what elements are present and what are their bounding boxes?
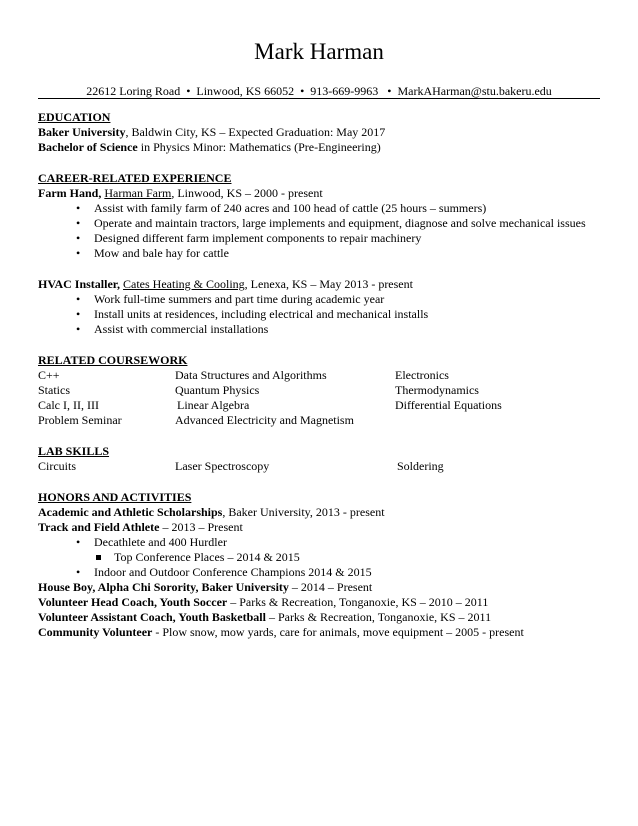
- resume-content: [38, 110, 600, 656]
- honor-details: , Baker University, 2013 - present: [222, 505, 385, 519]
- honor-title: Academic and Athletic Scholarships: [38, 505, 223, 519]
- education-heading: EDUCATION: [38, 110, 111, 124]
- honor-community-volunteer: [38, 625, 600, 640]
- lab-skills-heading: LAB SKILLS: [38, 444, 110, 458]
- track-bullets: [38, 535, 600, 580]
- job-employer: Cates Heating & Cooling: [123, 277, 245, 291]
- honor-details: – 2013 – Present: [159, 520, 243, 534]
- job-bullet: • Designed different farm implement components to repair machinery: [38, 231, 600, 246]
- honor-title: House Boy, Alpha Chi Sorority, Baker University: [38, 580, 289, 594]
- honor-title: Volunteer Head Coach, Youth Soccer: [38, 595, 228, 609]
- job-bullet: • Assist with commercial installations: [38, 322, 600, 337]
- lab-skill: Soldering: [397, 459, 444, 473]
- honor-soccer-coach: [38, 595, 600, 610]
- honor-details: – Parks & Recreation, Tonganoxie, KS – 2010 – 2011: [227, 595, 489, 609]
- honor-title: Track and Field Athlete: [38, 520, 160, 534]
- lab-skill: Laser Spectroscopy: [175, 459, 270, 473]
- education-degree-line: [38, 140, 600, 155]
- school-details: , Baldwin City, KS – Expected Graduation: May 2017: [125, 125, 386, 139]
- honor-details: - Plow snow, mow yards, care for animals, move equipment – 2005 - present: [152, 625, 524, 639]
- job-farm-hand: [38, 186, 600, 261]
- honor-title: Community Volunteer: [38, 625, 153, 639]
- honors-heading: HONORS AND ACTIVITIES: [38, 490, 192, 504]
- header-rule: [38, 98, 600, 99]
- job-details: , Linwood, KS – 2000 - present: [171, 186, 323, 200]
- job-bullet: • Mow and bale hay for cattle: [38, 246, 600, 261]
- job-bullets: [38, 201, 600, 261]
- job-bullet: • Work full-time summers and part time during academic year: [38, 292, 600, 307]
- career-heading: CAREER-RELATED EXPERIENCE: [38, 171, 232, 185]
- honor-title: Volunteer Assistant Coach, Youth Basketball: [38, 610, 266, 624]
- job-header: [38, 186, 600, 201]
- course-item: Linear Algebra: [177, 398, 250, 412]
- education-section: [38, 110, 600, 155]
- course-item: Thermodynamics: [395, 383, 479, 397]
- career-section: [38, 171, 600, 337]
- course-item: Advanced Electricity and Magnetism: [175, 413, 354, 427]
- candidate-name: Mark Harman: [254, 39, 384, 64]
- course-item: Differential Equations: [395, 398, 502, 412]
- school-name: Baker University: [38, 125, 126, 139]
- honor-track: [38, 520, 600, 535]
- honors-section: [38, 490, 600, 640]
- job-hvac-installer: [38, 277, 600, 337]
- course-item: Statics: [38, 383, 70, 397]
- track-sub-bullet: Top Conference Places – 2014 & 2015: [38, 550, 600, 565]
- lab-skills-grid: [38, 459, 600, 474]
- track-bullet: • Decathlete and 400 Hurdler: [38, 535, 600, 550]
- course-item: Problem Seminar: [38, 413, 122, 427]
- job-bullet: • Operate and maintain tractors, large implements and equipment, diagnose and solve mechanical issues: [38, 216, 600, 231]
- degree-name: Bachelor of Science: [38, 140, 138, 154]
- lab-skills-section: [38, 444, 600, 474]
- coursework-heading: RELATED COURSEWORK: [38, 353, 188, 367]
- course-item: C++: [38, 368, 60, 382]
- contact-line: 22612 Loring Road • Linwood, KS 66052 • 913-669-9963 • MarkAHarman@stu.bakeru.edu: [86, 84, 552, 98]
- course-item: Quantum Physics: [175, 383, 260, 397]
- coursework-grid: [38, 368, 600, 428]
- coursework-section: [38, 353, 600, 428]
- education-school-line: [38, 125, 600, 140]
- job-role: Farm Hand,: [38, 186, 102, 200]
- track-bullet: • Indoor and Outdoor Conference Champions 2014 & 2015: [38, 565, 600, 580]
- course-item: Calc I, II, III: [38, 398, 99, 412]
- honor-house-boy: [38, 580, 600, 595]
- honor-details: – Parks & Recreation, Tonganoxie, KS – 2011: [265, 610, 492, 624]
- job-bullets: [38, 292, 600, 337]
- job-role: HVAC Installer,: [38, 277, 121, 291]
- job-details: , Lenexa, KS – May 2013 - present: [244, 277, 413, 291]
- honor-details: – 2014 – Present: [288, 580, 373, 594]
- job-employer: Harman Farm: [104, 186, 172, 200]
- job-bullet: • Install units at residences, including electrical and mechanical installs: [38, 307, 600, 322]
- degree-details: in Physics Minor: Mathematics (Pre-Engineering): [137, 140, 381, 154]
- job-bullet: • Assist with family farm of 240 acres and 100 head of cattle (25 hours – summers): [38, 201, 600, 216]
- course-item: Electronics: [395, 368, 449, 382]
- honor-basketball-coach: [38, 610, 600, 625]
- honor-scholarship: [38, 505, 600, 520]
- course-item: Data Structures and Algorithms: [175, 368, 327, 382]
- course-item: [395, 413, 600, 428]
- job-header: [38, 277, 600, 292]
- lab-skill: Circuits: [38, 459, 76, 473]
